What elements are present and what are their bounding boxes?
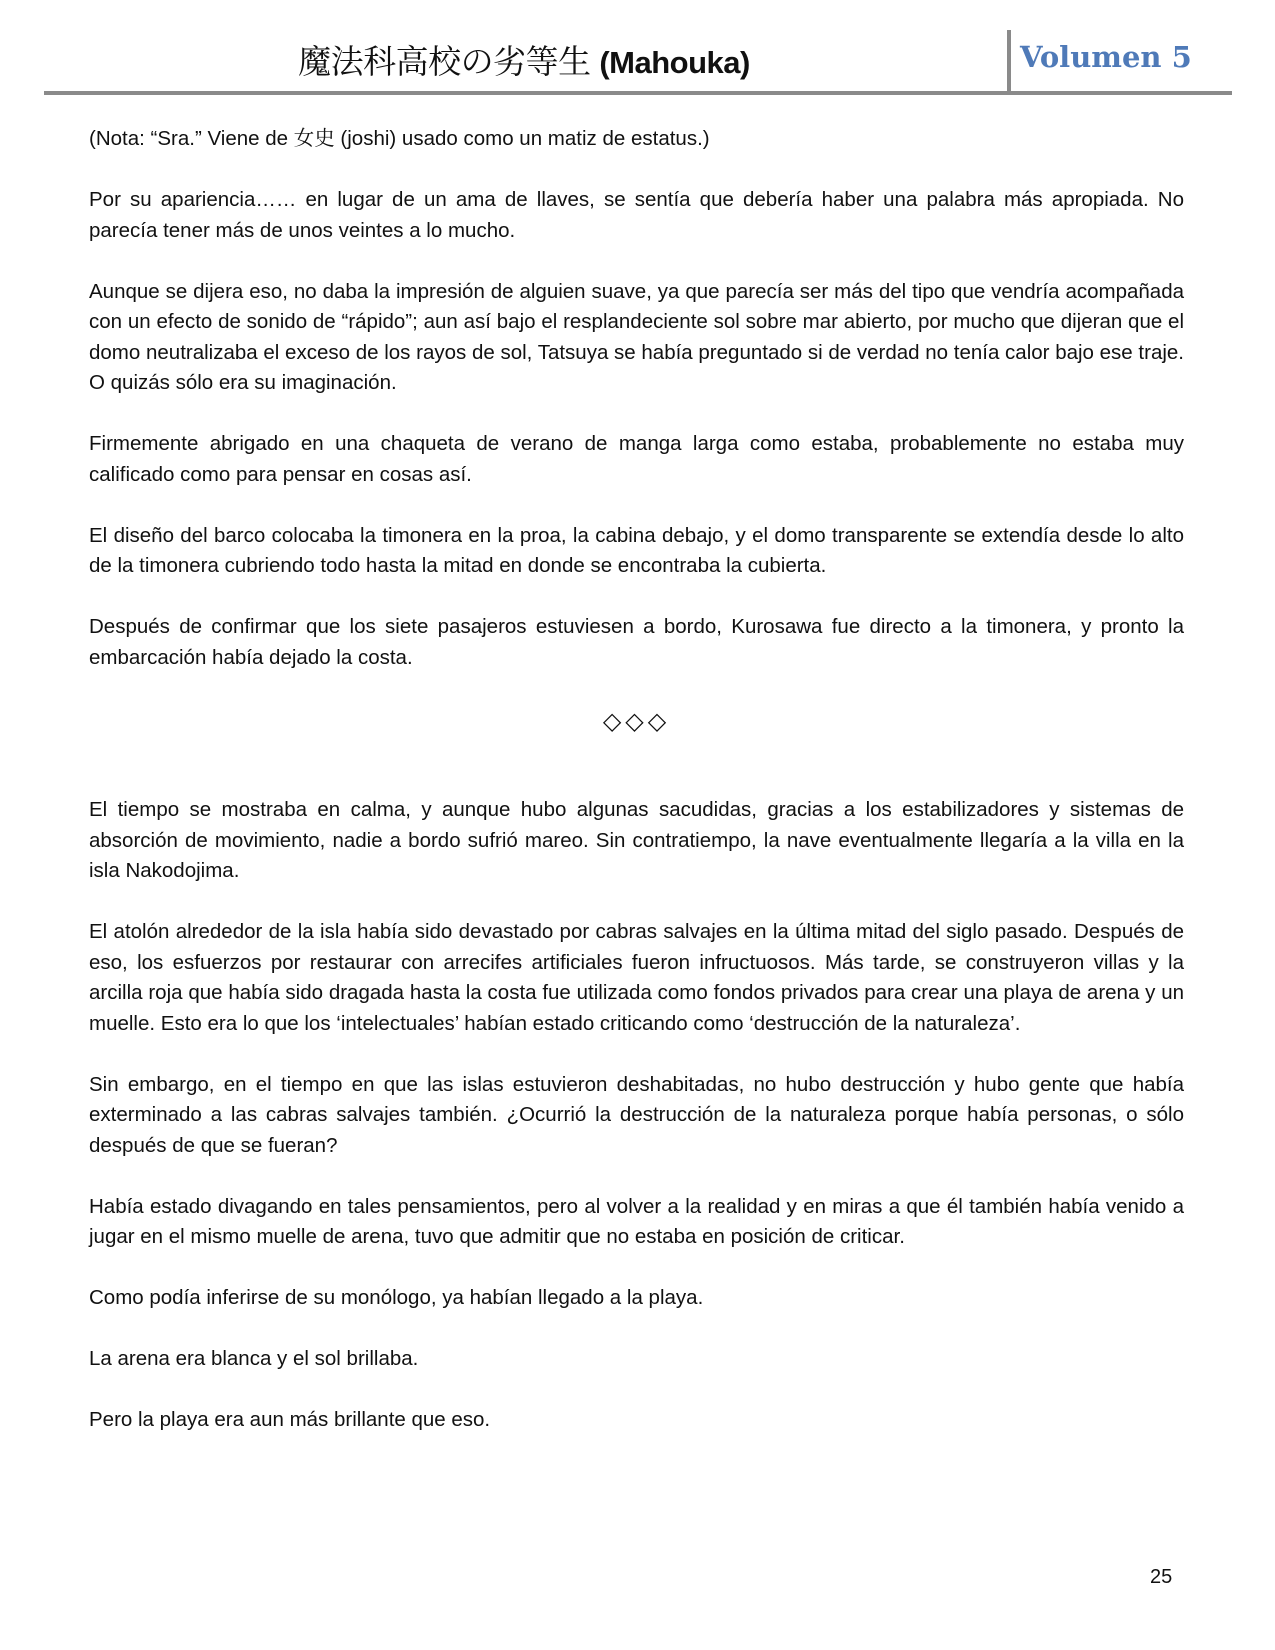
paragraph: Aunque se dijera eso, no daba la impresión de alguien suave, ya que parecía ser más del tipo que vendría acompañada con un efecto de sonido de “rápido”; aun así bajo el resplandeciente sol sobre mar abierto, por mucho que dijeran que el domo neutralizaba el exceso de los rayos de sol, Tatsuya se había preguntado si de verdad no tenía calor bajo ese traje. O quizás sólo era su imaginación. [89,279,1184,394]
header-title [44,36,1004,83]
page-number: 25 [1150,1566,1173,1588]
paragraph: La arena era blanca y el sol brillaba. [89,1347,419,1370]
header-rule [44,91,1232,95]
volume-label: Volumen 5 [1020,40,1192,74]
paragraph: El atolón alrededor de la isla había sido devastado por cabras salvajes en la última mitad del siglo pasado. Después de eso, los esfuerzos por restaurar con arrecifes artificiales fueron infructuosos. Más tarde, se construyeron villas y la arcilla roja que había sido dragada hasta la costa fue utilizada como fondos privados para crear una playa de arena y un muelle. Esto era lo que los ‘intelectuales’ habían estado criticando como ‘destrucción de la naturaleza’. [89,920,1184,1035]
scene-break-diamonds-icon: ◇◇◇ [602,708,671,735]
header-title-japanese: 魔法科高校の劣等生 [298,43,591,80]
paragraph: Pero la playa era aun más brillante que eso. [89,1408,491,1431]
paragraph-note: (Nota: “Sra.” Viene de 女史 (joshi) usado como un matiz de estatus.) [89,127,710,150]
paragraph: Como podía inferirse de su monólogo, ya habían llegado a la playa. [89,1286,704,1309]
paragraph: El tiempo se mostraba en calma, y aunque hubo algunas sacudidas, gracias a los estabilizadores y sistemas de absorción de movimiento, nadie a bordo sufrió mareo. Sin contratiempo, la nave eventualmente llegaría a la villa en la isla Nakodojima. [89,798,1184,882]
paragraph: Sin embargo, en el tiempo en que las islas estuvieron deshabitadas, no hubo destrucción y hubo gente que había exterminado a las cabras salvajes también. ¿Ocurrió la destrucción de la naturaleza porque había personas, o sólo después de que se fueran? [89,1072,1184,1157]
page-body [89,124,1184,1436]
paragraph: Firmemente abrigado en una chaqueta de verano de manga larga como estaba, probablemente no estaba muy calificado como para pensar en cosas así. [89,432,1184,486]
header-title-latin: (Mahouka) [599,45,750,80]
paragraph: El diseño del barco colocaba la timonera en la proa, la cabina debajo, y el domo transparente se extendía desde lo alto de la timonera cubriendo todo hasta la mitad en donde se encontraba la cubierta. [89,523,1184,577]
paragraph: Por su apariencia…… en lugar de un ama de llaves, se sentía que debería haber una palabra más apropiada. No parecía tener más de unos veintes a lo mucho. [89,188,1184,242]
header-divider [1007,30,1011,94]
paragraph: Había estado divagando en tales pensamientos, pero al volver a la realidad y en miras a que él también había venido a jugar en el mismo muelle de arena, tuvo que admitir que no estaba en posición de criticar. [89,1194,1184,1248]
paragraph: Después de confirmar que los siete pasajeros estuviesen a bordo, Kurosawa fue directo a la timonera, y pronto la embarcación había dejado la costa. [89,615,1184,669]
page-header [44,28,1232,94]
